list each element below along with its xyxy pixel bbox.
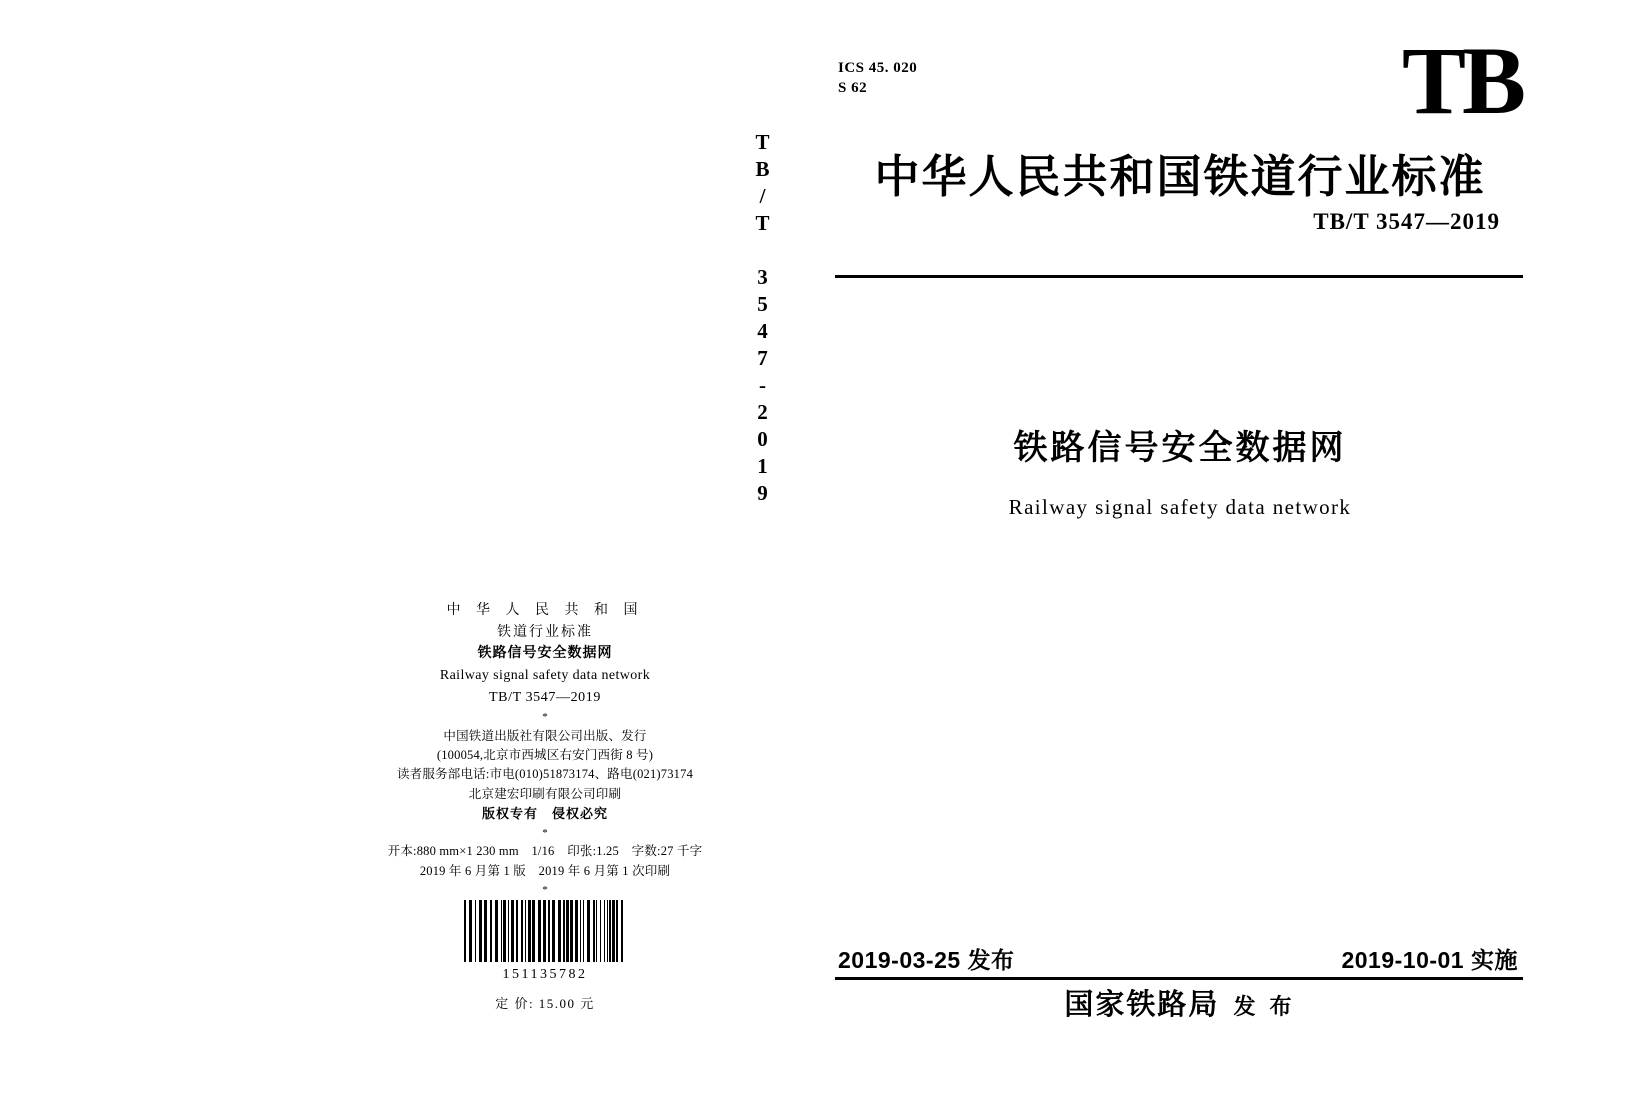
header-rule xyxy=(835,275,1523,278)
issue-date: 2019-03-25 发布 xyxy=(838,947,1015,973)
document-title-english: Railway signal safety data network xyxy=(1008,495,1352,519)
tb-logo: TB xyxy=(1401,27,1522,134)
cover-title-chinese: 中华人民共和国铁道行业标准 xyxy=(874,151,1486,202)
colophon-print-specs: 开本:880 mm×1 230 mm 1/16 印张:1.25 字数:27 千字 xyxy=(387,844,703,859)
colophon-edition: 2019 年 6 月第 1 版 2019 年 6 月第 1 次印刷 xyxy=(419,863,671,878)
colophon-printer: 北京建宏印刷有限公司印刷 xyxy=(468,786,622,801)
cover-standard-number: TB/T 3547—2019 xyxy=(1313,209,1500,234)
colophon-country: 中 华 人 民 共 和 国 xyxy=(446,603,644,618)
spine-area xyxy=(742,130,782,508)
colophon-service-phone: 读者服务部电话:市电(010)51873174、路电(021)73174 xyxy=(396,767,694,782)
ics-code: ICS 45. 020 xyxy=(838,60,918,76)
colophon-title-english: Railway signal safety data network xyxy=(439,668,651,684)
colophon-address: (100054,北京市西城区右安门西街 8 号) xyxy=(436,747,654,762)
colophon-divider-star-1: * xyxy=(542,711,548,724)
barcode-area xyxy=(380,900,710,1014)
barcode-image xyxy=(464,900,626,962)
colophon-publisher: 中国铁道出版社有限公司出版、发行 xyxy=(443,728,647,743)
footer-rule xyxy=(835,977,1523,980)
document-title-chinese: 铁路信号安全数据网 xyxy=(1013,429,1347,467)
issuer-name: 国家铁路局 xyxy=(1064,989,1220,1021)
front-cover xyxy=(830,0,1530,1110)
date-row xyxy=(838,942,1518,975)
colophon-copyright: 版权专有 侵权必究 xyxy=(481,806,608,822)
colophon-block xyxy=(380,600,710,1014)
classification-block xyxy=(838,58,917,99)
colophon-divider-star-2: * xyxy=(542,827,548,840)
colophon-standard-number: TB/T 3547—2019 xyxy=(489,689,601,705)
issuer-verb: 发 布 xyxy=(1233,994,1296,1019)
implementation-date: 2019-10-01 实施 xyxy=(1341,947,1518,973)
price-label: 定 价: 15.00 元 xyxy=(495,995,595,1011)
ccs-code: S 62 xyxy=(838,80,868,97)
colophon-series: 铁道行业标准 xyxy=(497,624,593,640)
spine-standard-number: TB/T 3547-2019 xyxy=(750,130,775,508)
issuing-authority xyxy=(830,982,1530,1023)
barcode-number: 151135782 xyxy=(502,967,588,983)
colophon-title-chinese: 铁路信号安全数据网 xyxy=(477,646,613,662)
colophon-divider-star-3: * xyxy=(542,884,548,897)
